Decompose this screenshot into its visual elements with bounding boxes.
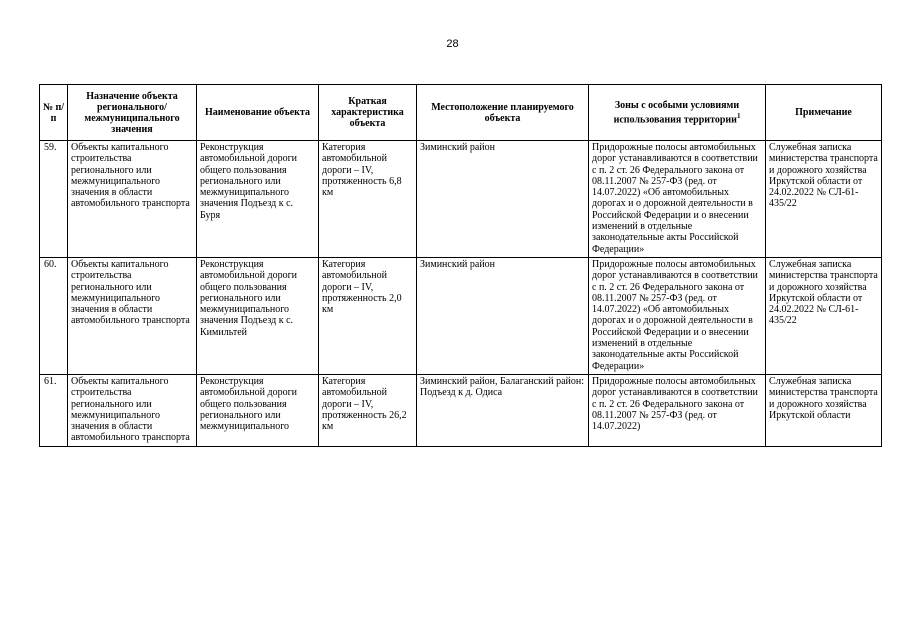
page-number: 28 [446,38,459,50]
cell-note: Служебная записка министерства транспорта и дорожного хозяйства Иркутской области [766,374,882,446]
cell-purpose: Объекты капитального строительства регионального или межмуниципального значения в области автомобильного транспорта [68,257,197,374]
cell-zones: Придорожные полосы автомобильных дорог устанавливаются в соответствии с п. 2 ст. 26 Федерального закона от 08.11.2007 № 257-ФЗ (ред. от 14.07.2022) «Об автомобильных дорогах и о дорожной деятельности в Российской Федерации и о внесении изменений в отдельные законодательные акты Российской Федерации» [589,257,766,374]
page-bottom-margin [0,593,905,640]
cell-characteristic: Категория автомобильной дороги – IV, протяженность 26,2 км [319,374,417,446]
table-header-row [40,85,882,141]
cell-zones: Придорожные полосы автомобильных дорог устанавливаются в соответствии с п. 2 ст. 26 Федерального закона от 08.11.2007 № 257-ФЗ (ред. от 14.07.2022) [589,374,766,446]
header-zones-footnote: 1 [736,111,741,120]
cell-note: Служебная записка министерства транспорта и дорожного хозяйства Иркутской области от 24.02.2022 № СЛ-61-435/22 [766,141,882,258]
cell-name: Реконструкция автомобильной дороги общего пользования регионального или межмуниципального значения Подъезд к с. Кимильтей [197,257,319,374]
cell-zones: Придорожные полосы автомобильных дорог устанавливаются в соответствии с п. 2 ст. 26 Федерального закона от 08.11.2007 № 257-ФЗ (ред. от 14.07.2022) «Об автомобильных дорогах и о дорожной деятельности в Российской Федерации и о внесении изменений в отдельные законодательные акты Российской Федерации» [589,141,766,258]
cell-note: Служебная записка министерства транспорта и дорожного хозяйства Иркутской области от 24.02.2022 № СЛ-61-435/22 [766,257,882,374]
cell-num: 61. [40,374,68,446]
header-characteristic: Краткая характеристика объекта [319,85,417,141]
cell-purpose: Объекты капитального строительства регионального или межмуниципального значения в области автомобильного транспорта [68,374,197,446]
cell-purpose: Объекты капитального строительства регионального или межмуниципального значения в области автомобильного транспорта [68,141,197,258]
cell-location: Зиминский район [417,257,589,374]
cell-location: Зиминский район, Балаганский район: Подъезд к д. Одиса [417,374,589,446]
header-purpose: Назначение объекта регионального/ межмуниципального значения [68,85,197,141]
cell-characteristic: Категория автомобильной дороги – IV, протяженность 6,8 км [319,141,417,258]
header-location: Местоположение планируемого объекта [417,85,589,141]
table-row [40,141,882,258]
header-num: № п/п [40,85,68,141]
cell-name: Реконструкция автомобильной дороги общего пользования регионального или межмуниципального значения Подъезд к с. Буря [197,141,319,258]
cell-num: 59. [40,141,68,258]
header-zones-text: Зоны с особыми условиями использования территории [613,99,740,126]
cell-num: 60. [40,257,68,374]
cell-location: Зиминский район [417,141,589,258]
table-row [40,257,882,374]
cell-characteristic: Категория автомобильной дороги – IV, протяженность 2,0 км [319,257,417,374]
header-zones [589,85,766,141]
cell-name: Реконструкция автомобильной дороги общего пользования регионального или межмуниципального [197,374,319,446]
header-name: Наименование объекта [197,85,319,141]
table-row [40,374,882,446]
header-note: Примечание [766,85,882,141]
objects-table [39,84,882,447]
